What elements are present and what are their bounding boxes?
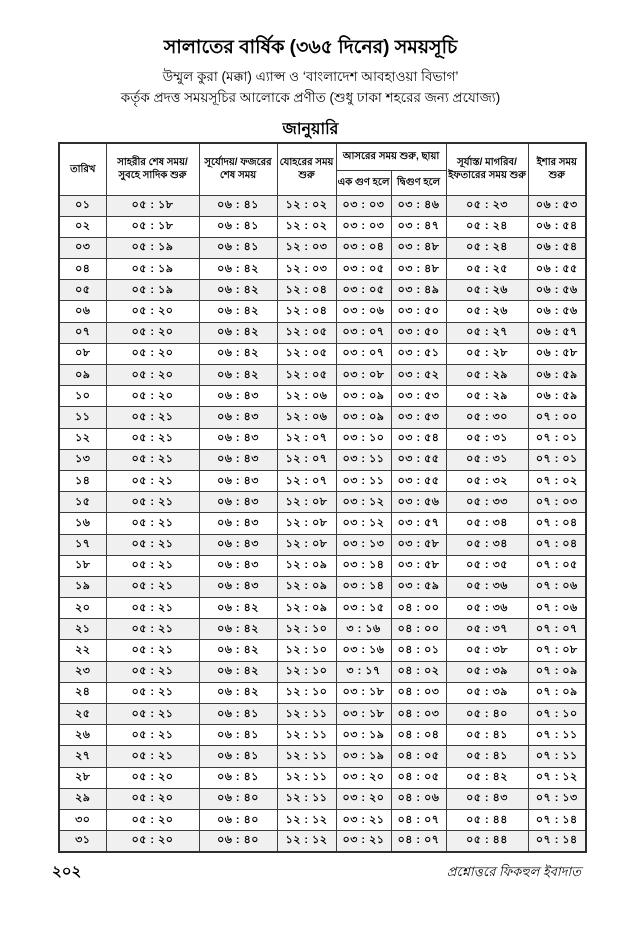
time-cell: ০৭ : ০৭ — [528, 619, 586, 640]
time-cell: ১২ : ০৫ — [277, 322, 336, 343]
time-cell: ০৫ : ২০ — [106, 322, 199, 343]
time-cell: ০৩ : ৫৮ — [391, 534, 446, 555]
time-cell: ০৬ : ৪৩ — [199, 470, 277, 491]
page-subtitle-line1: উম্মুল কুরা (মক্কা) এ্যাপ্স ও ‘বাংলাদেশ আবহাওয়া বিভাগ’ — [162, 68, 459, 84]
time-cell: ০৩ : ৪৬ — [391, 195, 446, 216]
date-cell: ০৯ — [59, 365, 106, 386]
time-cell: ১২ : ০৯ — [277, 555, 336, 576]
time-cell: ০৩ : ১৮ — [336, 682, 391, 703]
time-cell: ০৩ : ৫৪ — [391, 428, 446, 449]
table-row — [59, 322, 586, 343]
time-cell: ০৭ : ০৫ — [528, 555, 586, 576]
time-cell: ১২ : ০২ — [277, 216, 336, 237]
table-row — [59, 470, 586, 491]
time-cell: ০৬ : ৪৩ — [199, 576, 277, 597]
page-subtitle-line2: কর্তৃক প্রদত্ত সময়সূচির আলোকে প্রণীত (শুধু ঢাকা শহরের জন্য প্রযোজ্য) — [120, 89, 501, 105]
time-cell: ০৬ : ৪৩ — [199, 513, 277, 534]
time-cell: ০৭ : ০৯ — [528, 661, 586, 682]
time-cell: ০৫ : ৩৯ — [446, 682, 528, 703]
time-cell: ০৫ : ২০ — [106, 301, 199, 322]
time-cell: ০৫ : ২১ — [106, 534, 199, 555]
time-cell: ০৬ : ৪১ — [199, 767, 277, 788]
time-cell: ০৫ : ৪০ — [446, 704, 528, 725]
time-cell: ০৫ : ২১ — [106, 428, 199, 449]
time-cell: ০৩ : ১৪ — [336, 576, 391, 597]
time-cell: ০৫ : ৩৪ — [446, 513, 528, 534]
table-row — [59, 237, 586, 258]
time-cell: ১২ : ১১ — [277, 767, 336, 788]
table-row — [59, 767, 586, 788]
page-number: ২০২ — [52, 863, 82, 880]
time-cell: ০৫ : ২১ — [106, 704, 199, 725]
date-cell: ১৫ — [59, 492, 106, 513]
time-cell: ০৩ : ১২ — [336, 492, 391, 513]
time-cell: ০৬ : ৪৩ — [199, 555, 277, 576]
table-row — [59, 449, 586, 470]
time-cell: ০৪ : ০০ — [391, 619, 446, 640]
date-cell: ২৬ — [59, 725, 106, 746]
date-cell: ০৮ — [59, 343, 106, 364]
time-cell: ০৫ : ১৮ — [106, 195, 199, 216]
time-cell: ১২ : ০৩ — [277, 237, 336, 258]
date-cell: ০৩ — [59, 237, 106, 258]
time-cell: ০৭ : ০৬ — [528, 576, 586, 597]
time-cell: ১২ : ১২ — [277, 831, 336, 852]
time-cell: ০৭ : ০৮ — [528, 640, 586, 661]
time-cell: ০৭ : ০৬ — [528, 598, 586, 619]
time-cell: ০৪ : ০১ — [391, 640, 446, 661]
time-cell: ০৫ : ৩২ — [446, 470, 528, 491]
time-cell: ০৫ : ২১ — [106, 725, 199, 746]
table-row — [59, 661, 586, 682]
time-cell: ০৫ : ৩১ — [446, 428, 528, 449]
time-cell: ১২ : ০৬ — [277, 386, 336, 407]
time-cell: ০৩ : ১৪ — [336, 555, 391, 576]
time-cell: ০৬ : ৪১ — [199, 237, 277, 258]
time-cell: ০৭ : ০৯ — [528, 682, 586, 703]
time-cell: ০৫ : ৩৮ — [446, 640, 528, 661]
time-cell: ০৭ : ১৩ — [528, 788, 586, 809]
time-cell: ০৪ : ০৬ — [391, 788, 446, 809]
date-cell: ২৭ — [59, 746, 106, 767]
date-cell: ১৯ — [59, 576, 106, 597]
time-cell: ০৩ : ৫৫ — [391, 449, 446, 470]
time-cell: ১২ : ০৭ — [277, 470, 336, 491]
time-cell: ০৪ : ০৩ — [391, 682, 446, 703]
time-cell: ০৩ : ৫০ — [391, 322, 446, 343]
time-cell: ০৫ : ২১ — [106, 619, 199, 640]
time-cell: ০৫ : ৩৭ — [446, 619, 528, 640]
column-header-zuhr: যোহরের সময় শুরু — [277, 143, 336, 195]
time-cell: ১২ : ০৩ — [277, 259, 336, 280]
time-cell: ০৬ : ৪৩ — [199, 428, 277, 449]
time-cell: ০৪ : ০২ — [391, 661, 446, 682]
date-cell: ১০ — [59, 386, 106, 407]
time-cell: ০৬ : ৪২ — [199, 640, 277, 661]
table-row — [59, 428, 586, 449]
time-cell: ০৫ : ৩৪ — [446, 534, 528, 555]
time-cell: ০৩ : ২১ — [336, 831, 391, 852]
time-cell: ০৫ : ২১ — [106, 661, 199, 682]
time-cell: ০৫ : ২১ — [106, 555, 199, 576]
time-cell: ০৭ : ০১ — [528, 428, 586, 449]
table-row — [59, 831, 586, 852]
time-cell: ১২ : ০৫ — [277, 343, 336, 364]
time-cell: ০৪ : ০৪ — [391, 725, 446, 746]
time-cell: ০৩ : ১২ — [336, 513, 391, 534]
time-cell: ০৫ : ২৬ — [446, 280, 528, 301]
time-cell: ০৫ : ২৯ — [446, 386, 528, 407]
time-cell: ০৫ : ৪২ — [446, 767, 528, 788]
time-cell: ০৫ : ২১ — [106, 746, 199, 767]
time-cell: ০৬ : ৪১ — [199, 195, 277, 216]
time-cell: ০৭ : ০২ — [528, 470, 586, 491]
time-cell: ০৩ : ০৫ — [336, 259, 391, 280]
table-row — [59, 682, 586, 703]
time-cell: ১২ : ১১ — [277, 746, 336, 767]
time-cell: ০৫ : ২১ — [106, 407, 199, 428]
date-cell: ০৬ — [59, 301, 106, 322]
table-row — [59, 725, 586, 746]
time-cell: ০৪ : ০৫ — [391, 746, 446, 767]
date-cell: ২৩ — [59, 661, 106, 682]
page-title: সালাতের বার্ষিক (৩৬৫ দিনের) সময়সূচি — [163, 37, 458, 58]
column-header-sahri: সাহরীর শেষ সময়/ সুবহে সাদিক শুরু — [106, 143, 199, 195]
table-row — [59, 704, 586, 725]
table-row — [59, 809, 586, 830]
time-cell: ০৫ : ৩৬ — [446, 576, 528, 597]
time-cell: ০৫ : ৪৪ — [446, 809, 528, 830]
time-cell: ০৬ : ৪৩ — [199, 386, 277, 407]
time-cell: ০৫ : ২১ — [106, 513, 199, 534]
table-row — [59, 301, 586, 322]
date-cell: ১৬ — [59, 513, 106, 534]
time-cell: ১২ : ১১ — [277, 704, 336, 725]
time-cell: ০৬ : ৫৪ — [528, 237, 586, 258]
time-cell: ০৫ : ২৯ — [446, 365, 528, 386]
time-cell: ০৩ : ১৯ — [336, 725, 391, 746]
column-header-asr-one-shadow: এক গুণ হলে — [336, 170, 391, 195]
time-cell: ০৩ : ২০ — [336, 788, 391, 809]
time-cell: ০৫ : ৩৯ — [446, 661, 528, 682]
date-cell: ২৪ — [59, 682, 106, 703]
table-row — [59, 555, 586, 576]
table-row — [59, 343, 586, 364]
time-cell: ০৪ : ০৫ — [391, 767, 446, 788]
date-cell: ০১ — [59, 195, 106, 216]
time-cell: ০৫ : ৩১ — [446, 449, 528, 470]
time-cell: ০৫ : ১৯ — [106, 280, 199, 301]
date-cell: ০২ — [59, 216, 106, 237]
table-row — [59, 534, 586, 555]
date-cell: ১৭ — [59, 534, 106, 555]
time-cell: ০৩ : ১৬ — [336, 640, 391, 661]
table-row — [59, 640, 586, 661]
table-row — [59, 259, 586, 280]
time-cell: ০৬ : ৫৫ — [528, 259, 586, 280]
time-cell: ০৫ : ২০ — [106, 831, 199, 852]
time-cell: ০৫ : ২৮ — [446, 343, 528, 364]
date-cell: ১১ — [59, 407, 106, 428]
time-cell: ০৬ : ৪২ — [199, 661, 277, 682]
time-cell: ০৭ : ১৪ — [528, 809, 586, 830]
column-header-asr-group: আসরের সময় শুরু, ছায়া — [336, 143, 446, 170]
time-cell: ০৬ : ৪০ — [199, 831, 277, 852]
time-cell: ০৫ : ৪৪ — [446, 831, 528, 852]
time-cell: ১২ : ০৮ — [277, 534, 336, 555]
time-cell: ০৫ : ২১ — [106, 640, 199, 661]
time-cell: ০৩ : ৪৭ — [391, 216, 446, 237]
time-cell: ০৫ : ২৩ — [446, 195, 528, 216]
date-cell: ১৩ — [59, 449, 106, 470]
time-cell: ০৬ : ৪১ — [199, 746, 277, 767]
time-cell: ১২ : ১০ — [277, 682, 336, 703]
time-cell: ০৫ : ২১ — [106, 449, 199, 470]
time-cell: ০৫ : ৩৬ — [446, 598, 528, 619]
time-cell: ০৭ : ১১ — [528, 746, 586, 767]
time-cell: ০৫ : ৪৩ — [446, 788, 528, 809]
time-cell: ০৫ : ২৪ — [446, 216, 528, 237]
table-row — [59, 598, 586, 619]
time-cell: ০৬ : ৪১ — [199, 216, 277, 237]
table-row — [59, 746, 586, 767]
time-cell: ০৫ : ২১ — [106, 598, 199, 619]
date-cell: ২০ — [59, 598, 106, 619]
table-row — [59, 365, 586, 386]
time-cell: ০৩ : ১০ — [336, 428, 391, 449]
time-cell: ০৬ : ৫৭ — [528, 322, 586, 343]
table-row — [59, 407, 586, 428]
date-cell: ২৯ — [59, 788, 106, 809]
time-cell: ০৫ : ২৫ — [446, 259, 528, 280]
table-row — [59, 492, 586, 513]
time-cell: ১২ : ০৫ — [277, 365, 336, 386]
time-cell: ০৬ : ৪২ — [199, 343, 277, 364]
time-cell: ০৭ : ০১ — [528, 449, 586, 470]
time-cell: ১২ : ০৭ — [277, 428, 336, 449]
time-cell: ০৩ : ১৩ — [336, 534, 391, 555]
time-cell: ০৩ : ৫২ — [391, 365, 446, 386]
date-cell: ০৪ — [59, 259, 106, 280]
time-cell: ০৬ : ৫৬ — [528, 301, 586, 322]
time-cell: ০৫ : ৩৫ — [446, 555, 528, 576]
time-cell: ০৩ : ০৩ — [336, 216, 391, 237]
time-cell: ০৫ : ২০ — [106, 809, 199, 830]
time-cell: ০৫ : ২১ — [106, 470, 199, 491]
time-cell: ০৩ : ২০ — [336, 767, 391, 788]
time-cell: ০৪ : ০৭ — [391, 809, 446, 830]
table-row — [59, 788, 586, 809]
time-cell: ০৬ : ৫৬ — [528, 280, 586, 301]
time-cell: ০৫ : ২০ — [106, 386, 199, 407]
time-cell: ০৬ : ৪২ — [199, 619, 277, 640]
time-cell: ০৩ : ৫৩ — [391, 407, 446, 428]
date-cell: ০৭ — [59, 322, 106, 343]
time-cell: ১২ : ১০ — [277, 640, 336, 661]
table-row — [59, 216, 586, 237]
time-cell: ০৭ : ০৩ — [528, 492, 586, 513]
time-cell: ০৬ : ৪২ — [199, 280, 277, 301]
time-cell: ০৩ : ৫৮ — [391, 555, 446, 576]
time-cell: ০৩ : ০৩ — [336, 195, 391, 216]
time-cell: ১২ : ০৯ — [277, 598, 336, 619]
time-cell: ০৬ : ৪২ — [199, 322, 277, 343]
time-cell: ১২ : ১১ — [277, 725, 336, 746]
time-cell: ০৩ : ৪৮ — [391, 237, 446, 258]
time-cell: ০৭ : ০৪ — [528, 513, 586, 534]
time-cell: ০৩ : ৪৮ — [391, 259, 446, 280]
column-header-isha: ইশার সময় শুরু — [528, 143, 586, 195]
time-cell: ১২ : ১২ — [277, 809, 336, 830]
time-cell: ০৫ : ৩৩ — [446, 492, 528, 513]
time-cell: ০৩ : ১১ — [336, 449, 391, 470]
time-cell: ০৫ : ২১ — [106, 576, 199, 597]
time-cell: ০৬ : ৪২ — [199, 598, 277, 619]
time-cell: ০৩ : ০৬ — [336, 301, 391, 322]
time-cell: ০৩ : ০৭ — [336, 322, 391, 343]
time-cell: ০৫ : ১৮ — [106, 216, 199, 237]
date-cell: ২২ — [59, 640, 106, 661]
time-cell: ০৫ : ৩০ — [446, 407, 528, 428]
time-cell: ৩ : ১৬ — [336, 619, 391, 640]
time-cell: ০৭ : ০০ — [528, 407, 586, 428]
time-cell: ০৫ : ৪১ — [446, 725, 528, 746]
time-cell: ১২ : ০৯ — [277, 576, 336, 597]
time-cell: ০৫ : ২০ — [106, 343, 199, 364]
date-cell: ০৫ — [59, 280, 106, 301]
time-cell: ০৭ : ০৪ — [528, 534, 586, 555]
time-cell: ০৭ : ১২ — [528, 767, 586, 788]
time-cell: ০৭ : ১০ — [528, 704, 586, 725]
time-cell: ০৬ : ৫৩ — [528, 195, 586, 216]
time-cell: ০৩ : ১১ — [336, 470, 391, 491]
time-cell: ০৬ : ৪০ — [199, 788, 277, 809]
time-cell: ০৬ : ৫৮ — [528, 343, 586, 364]
time-cell: ১২ : ০৮ — [277, 492, 336, 513]
date-cell: ৩১ — [59, 831, 106, 852]
time-cell: ০৩ : ১৫ — [336, 598, 391, 619]
time-cell: ০৪ : ০৩ — [391, 704, 446, 725]
time-cell: ০৩ : ০৭ — [336, 343, 391, 364]
table-row — [59, 280, 586, 301]
time-cell: ০৩ : ০৫ — [336, 280, 391, 301]
time-cell: ১২ : ১০ — [277, 661, 336, 682]
page-header — [30, 36, 591, 143]
time-cell: ১২ : ১০ — [277, 619, 336, 640]
time-cell: ০৫ : ২৭ — [446, 322, 528, 343]
time-cell: ০৬ : ৪৩ — [199, 492, 277, 513]
time-cell: ০৬ : ৪৩ — [199, 449, 277, 470]
time-cell: ০৫ : ২০ — [106, 767, 199, 788]
time-cell: ০৫ : ৪১ — [446, 746, 528, 767]
date-cell: ২৮ — [59, 767, 106, 788]
time-cell: ০৫ : ২১ — [106, 492, 199, 513]
date-cell: ৩০ — [59, 809, 106, 830]
time-cell: ০৫ : ২৬ — [446, 301, 528, 322]
time-cell: ১২ : ০৮ — [277, 513, 336, 534]
column-header-maghrib: সূর্যাস্ত/ মাগরিব/ ইফতারের সময় শুরু — [446, 143, 528, 195]
time-cell: ১২ : ০৬ — [277, 407, 336, 428]
date-cell: ২১ — [59, 619, 106, 640]
time-cell: ১২ : ১১ — [277, 788, 336, 809]
time-cell: ০৬ : ৪২ — [199, 682, 277, 703]
time-cell: ১২ : ০৪ — [277, 301, 336, 322]
time-cell: ০৫ : ২৪ — [446, 237, 528, 258]
time-cell: ০৩ : ০৮ — [336, 365, 391, 386]
table-row — [59, 513, 586, 534]
time-cell: ০৫ : ২০ — [106, 788, 199, 809]
time-cell: ০৬ : ৫৯ — [528, 386, 586, 407]
time-cell: ০৫ : ২১ — [106, 682, 199, 703]
time-cell: ১২ : ০২ — [277, 195, 336, 216]
time-cell: ০৩ : ৫১ — [391, 343, 446, 364]
time-cell: ৩ : ১৭ — [336, 661, 391, 682]
date-cell: ১৪ — [59, 470, 106, 491]
column-header-sunrise: সূর্যোদয়/ ফজরের শেষ সময় — [199, 143, 277, 195]
time-cell: ০৫ : ২০ — [106, 365, 199, 386]
prayer-times-table — [58, 142, 587, 853]
time-cell: ১২ : ০৭ — [277, 449, 336, 470]
time-cell: ০৩ : ৫৫ — [391, 470, 446, 491]
table-row — [59, 386, 586, 407]
table-header — [59, 143, 586, 195]
time-cell: ০৪ : ০০ — [391, 598, 446, 619]
time-cell: ০৩ : ৫৯ — [391, 576, 446, 597]
time-cell: ০৬ : ৪২ — [199, 301, 277, 322]
column-header-asr-double-shadow: দ্বিগুণ হলে — [391, 170, 446, 195]
time-cell: ০৩ : ৪৯ — [391, 280, 446, 301]
time-cell: ০৩ : ১৯ — [336, 746, 391, 767]
table-body — [59, 195, 586, 852]
book-title: প্রশ্নোত্তরে ফিকহুল ইবাদাত — [446, 864, 581, 879]
time-cell: ০৩ : ২১ — [336, 809, 391, 830]
time-cell: ০৩ : ৫০ — [391, 301, 446, 322]
time-cell: ০৬ : ৪২ — [199, 365, 277, 386]
time-cell: ০৭ : ১৪ — [528, 831, 586, 852]
time-cell: ০৬ : ৪৩ — [199, 407, 277, 428]
table-row — [59, 576, 586, 597]
time-cell: ০৬ : ৪১ — [199, 725, 277, 746]
time-cell: ০৬ : ৪১ — [199, 704, 277, 725]
time-cell: ০৩ : ৫৭ — [391, 513, 446, 534]
time-cell: ০৩ : ৫৩ — [391, 386, 446, 407]
table-row — [59, 195, 586, 216]
date-cell: ১৮ — [59, 555, 106, 576]
time-cell: ০৬ : ৪০ — [199, 809, 277, 830]
time-cell: ০৩ : ০৪ — [336, 237, 391, 258]
time-cell: ০৬ : ৫৪ — [528, 216, 586, 237]
date-cell: ১২ — [59, 428, 106, 449]
time-cell: ০৩ : ৫৬ — [391, 492, 446, 513]
time-cell: ০৪ : ০৭ — [391, 831, 446, 852]
time-cell: ০৩ : ০৯ — [336, 386, 391, 407]
time-cell: ০৬ : ৫৯ — [528, 365, 586, 386]
time-cell: ০৬ : ৪৩ — [199, 534, 277, 555]
table-row — [59, 619, 586, 640]
time-cell: ১২ : ০৪ — [277, 280, 336, 301]
month-title: জানুয়ারি — [282, 120, 339, 138]
date-cell: ২৫ — [59, 704, 106, 725]
page-footer — [52, 860, 581, 885]
time-cell: ০৩ : ০৯ — [336, 407, 391, 428]
column-header-date: তারিখ — [59, 143, 106, 195]
time-cell: ০৬ : ৪২ — [199, 259, 277, 280]
time-cell: ০৭ : ১১ — [528, 725, 586, 746]
time-cell: ০৫ : ১৯ — [106, 237, 199, 258]
time-cell: ০৩ : ১৮ — [336, 704, 391, 725]
time-cell: ০৫ : ১৯ — [106, 259, 199, 280]
